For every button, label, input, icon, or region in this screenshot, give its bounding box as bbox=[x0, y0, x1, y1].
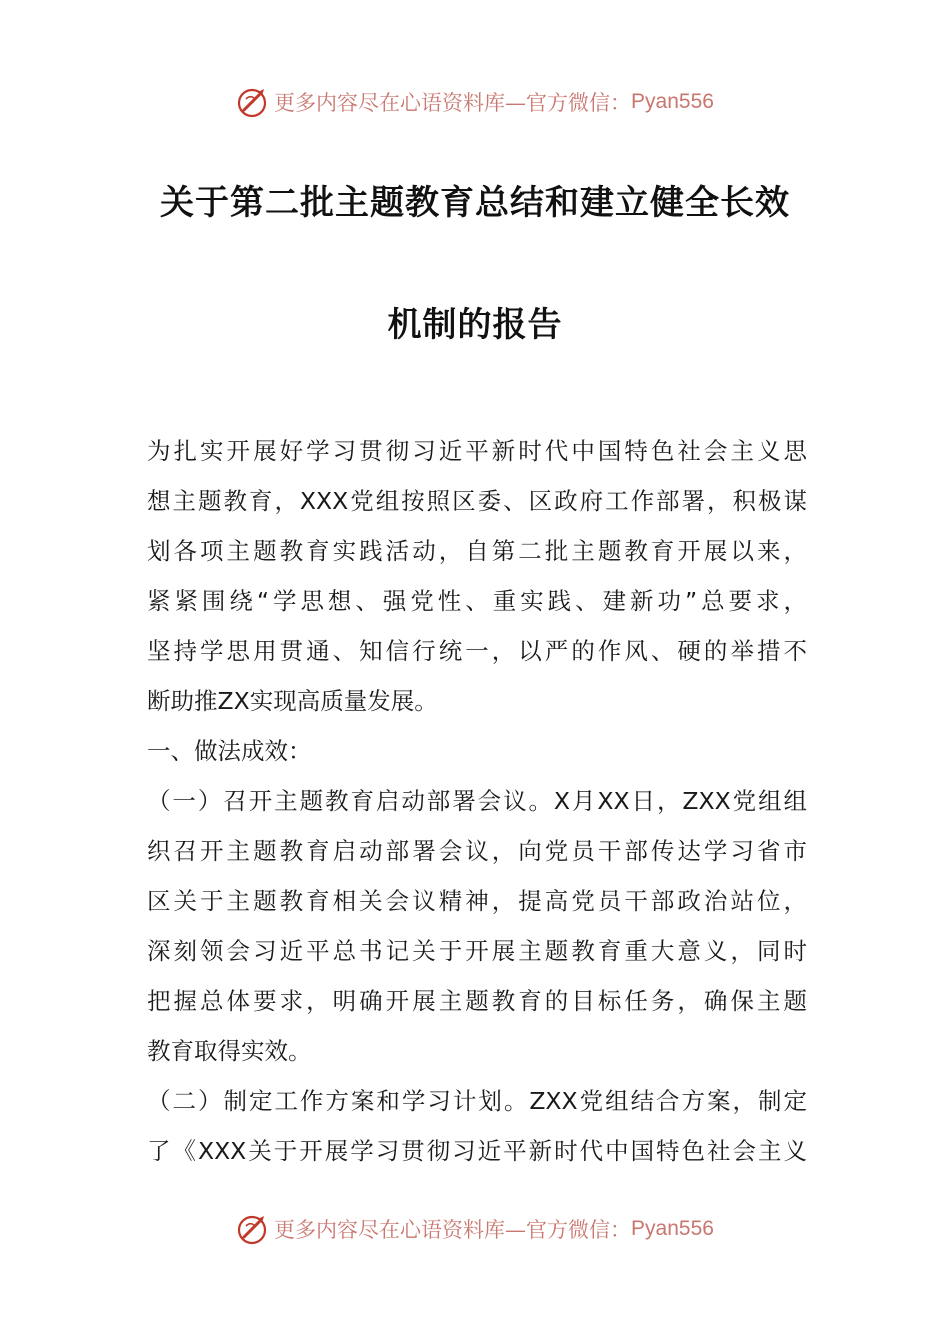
watermark-wechat-id: Pyan556 bbox=[631, 90, 714, 113]
watermark-text: 更多内容尽在心语资料库—官方微信： bbox=[274, 91, 632, 115]
document-body bbox=[147, 426, 807, 1176]
document-title-line-1: 关于第二批主题教育总结和建立健全长效 bbox=[160, 183, 790, 223]
body-line: 断助推ZX实现高质量发展。 bbox=[147, 687, 438, 715]
watermark-header bbox=[0, 82, 950, 122]
document-title-line-2: 机制的报告 bbox=[387, 305, 563, 345]
body-line: （二）制定工作方案和学习计划。ZXX党组结合方案，制定 bbox=[147, 1087, 807, 1115]
pen-logo-icon bbox=[236, 85, 270, 119]
pen-logo-icon bbox=[236, 1212, 270, 1246]
body-line: 紧紧围绕“学思想、强党性、重实践、建新功”总要求， bbox=[147, 587, 807, 615]
body-line: 为扎实开展好学习贯彻习近平新时代中国特色社会主义思 bbox=[147, 437, 807, 465]
watermark-footer bbox=[0, 1209, 950, 1249]
body-line: 想主题教育，XXX党组按照区委、区政府工作部署，积极谋 bbox=[147, 487, 807, 515]
body-line: 织召开主题教育启动部署会议，向党员干部传达学习省市 bbox=[147, 837, 807, 865]
watermark-wechat-id: Pyan556 bbox=[631, 1217, 714, 1240]
body-line: 教育取得实效。 bbox=[147, 1037, 312, 1065]
body-line: 坚持学思用贯通、知信行统一，以严的作风、硬的举措不 bbox=[147, 637, 807, 665]
body-line: 把握总体要求，明确开展主题教育的目标任务，确保主题 bbox=[147, 987, 807, 1015]
section-heading: 一、做法成效： bbox=[147, 737, 312, 765]
body-line: 深刻领会习近平总书记关于开展主题教育重大意义，同时 bbox=[147, 937, 807, 965]
body-line: （一）召开主题教育启动部署会议。X月XX日，ZXX党组组 bbox=[147, 787, 807, 815]
body-line: 区关于主题教育相关会议精神，提高党员干部政治站位， bbox=[147, 887, 807, 915]
watermark-text: 更多内容尽在心语资料库—官方微信： bbox=[274, 1218, 632, 1242]
body-line: 了《XXX关于开展学习贯彻习近平新时代中国特色社会主义 bbox=[147, 1137, 807, 1165]
body-line: 划各项主题教育实践活动，自第二批主题教育开展以来， bbox=[147, 537, 807, 565]
